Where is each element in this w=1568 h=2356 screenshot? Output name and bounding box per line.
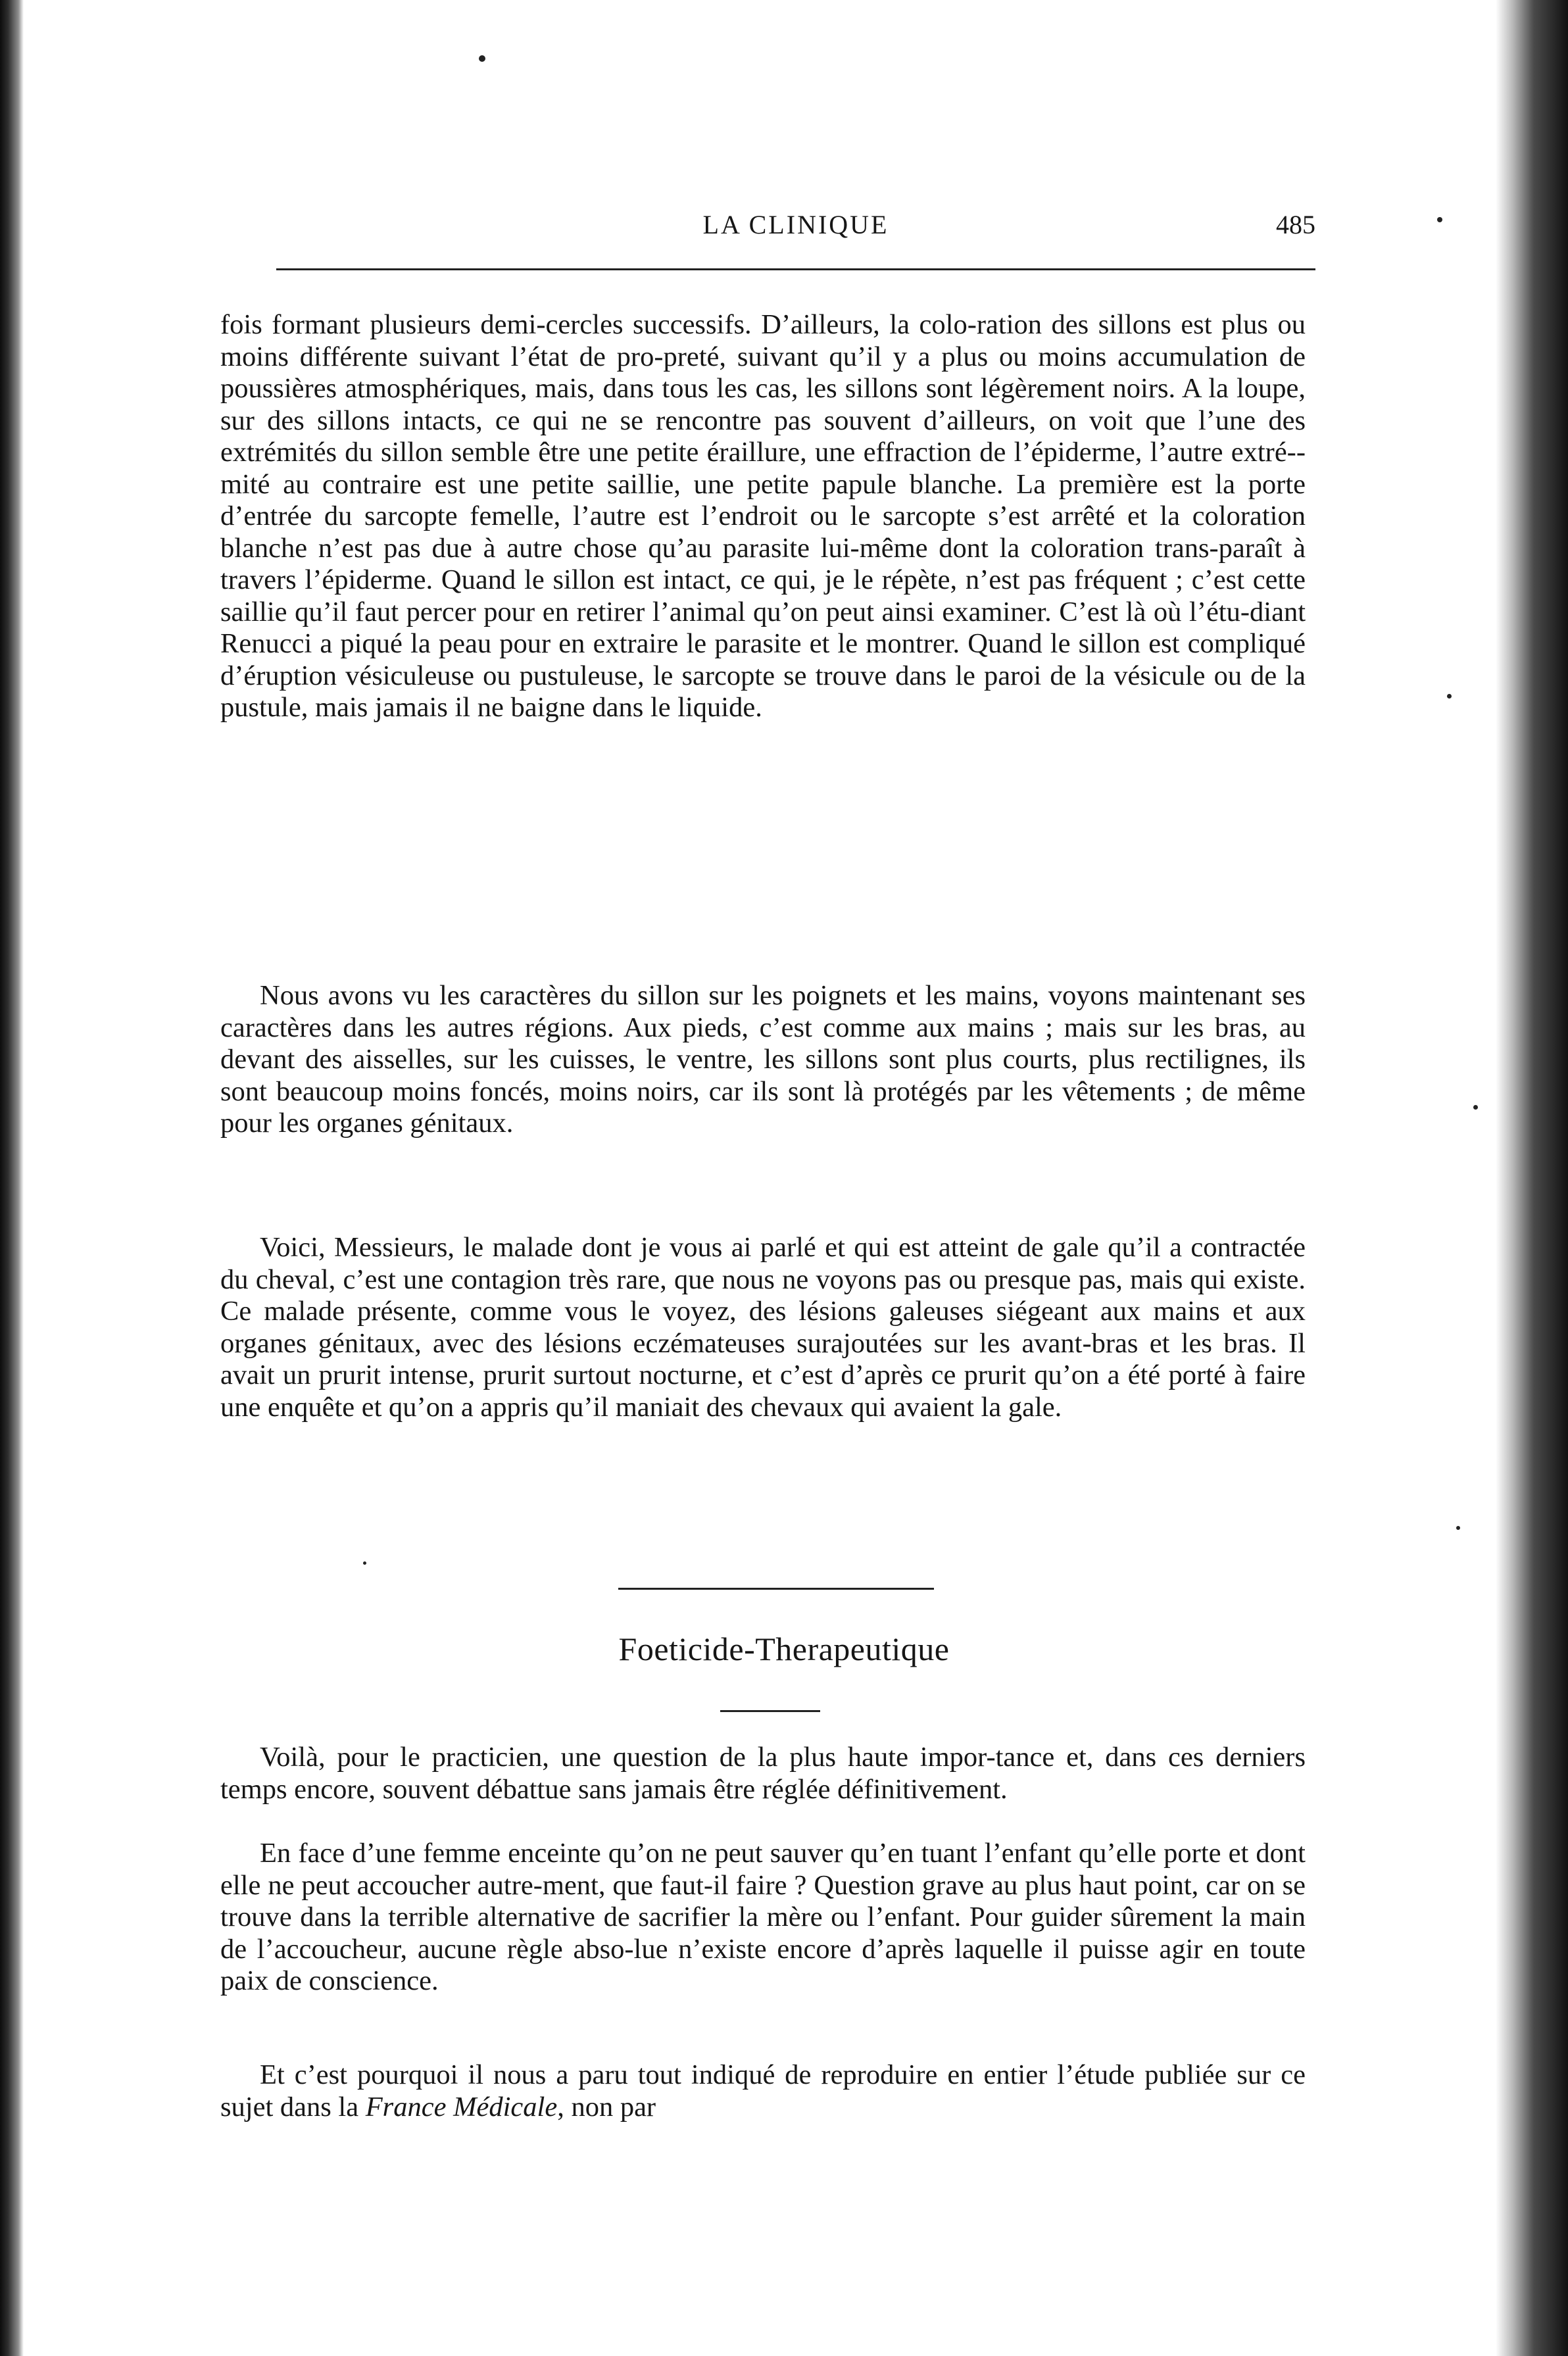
journal-title: France Médicale bbox=[365, 2091, 558, 2123]
scan-speck bbox=[1447, 694, 1452, 699]
scan-speck bbox=[479, 55, 485, 62]
running-head bbox=[276, 209, 1315, 249]
scan-right-edge-shadow bbox=[1496, 0, 1568, 2356]
section-paragraph-3 bbox=[220, 2059, 1306, 2123]
running-title: LA CLINIQUE bbox=[702, 210, 889, 239]
scan-speck bbox=[1437, 217, 1442, 222]
body-paragraph-3: Voici, Messieurs, le malade dont je vous ai parlé et qui est atteint de gale qu’il a contractée du cheval, c’est une contagion très rare, que nous ne voyons pas ou presque pas, mais qui existe. Ce malade présente, comme vous le voyez, des lésions galeuses siégeant aux mains et aux organes génitaux, avec des lésions eczémateuses surajoutées sur les avant-bras et les bras. Il avait un prurit intense, prurit surtout nocturne, et c’est d’après ce prurit qu’on a été porté à faire une enquête et qu’on a appris qu’il maniait des chevaux qui avaient la gale. bbox=[220, 1232, 1306, 1423]
scan-left-edge-shadow bbox=[0, 0, 24, 2356]
section-paragraph-1: Voilà, pour le practicien, une question de la plus haute impor-tance et, dans ces derniers temps encore, souvent débattue sans jamais être réglée définitivement. bbox=[220, 1742, 1306, 1805]
scan-speck bbox=[363, 1561, 366, 1565]
section-rule-top bbox=[618, 1588, 934, 1590]
section-rule-bottom bbox=[720, 1710, 820, 1712]
section-title: Foeticide-Therapeutique bbox=[618, 1631, 950, 1667]
header-rule bbox=[276, 268, 1315, 270]
body-paragraph-1: fois formant plusieurs demi-cercles successifs. D’ailleurs, la colo-ration des sillons est plus ou moins différente suivant l’état de pro-preté, suivant qu’il y a plus ou moins accumulation de poussières atmosphériques, mais, dans tous les cas, les sillons sont légèrement noirs. A la loupe, sur des sillons intacts, ce qui ne se rencontre pas souvent d’ailleurs, on voit que l’une des extrémités du sillon semble être une petite éraillure, une effraction de l’épiderme, l’autre extré-mité au contraire est une petite saillie, une petite papule blanche. La première est la porte d’entrée du sarcopte femelle, l’autre est l’endroit ou le sarcopte s’est arrêté et la coloration blanche n’est pas due à autre chose qu’au parasite lui-même dont la coloration trans-paraît à travers l’épiderme. Quand le sillon est intact, ce qui, je le répète, n’est pas fréquent ; c’est cette saillie qu’il faut percer pour en retirer l’animal qu’on peut ainsi examiner. C’est là où l’étu-diant Renucci a piqué la peau pour en extraire le parasite et le montrer. Quand le sillon est compliqué d’éruption vésiculeuse ou pustuleuse, le sarcopte se trouve dans le paroi de la vésicule ou de la pustule, mais jamais il ne baigne dans le liquide. bbox=[220, 309, 1306, 723]
section-paragraph-3-end: , non par bbox=[557, 2091, 656, 2123]
scan-speck bbox=[1473, 1105, 1478, 1110]
body-paragraph-2: Nous avons vu les caractères du sillon sur les poignets et les mains, voyons maintenant ses caractères dans les autres régions. Aux pieds, c’est comme aux mains ; mais sur les bras, au devant des aisselles, sur les cuisses, le ventre, les sillons sont plus courts, plus rectilignes, ils sont beaucoup moins foncés, moins noirs, car ils sont là protégés par les vêtements ; de même pour les organes génitaux. bbox=[220, 980, 1306, 1139]
scan-speck bbox=[1456, 1526, 1460, 1530]
section-paragraph-3-text: Et c’est pourquoi il nous a paru tout indiqué de reproduire en entier l’étude publiée sur ce sujet dans la bbox=[220, 2059, 1306, 2123]
page-number: 485 bbox=[1276, 210, 1315, 239]
section-paragraph-2: En face d’une femme enceinte qu’on ne peut sauver qu’en tuant l’enfant qu’elle porte et dont elle ne peut accoucher autre-ment, que faut-il faire ? Question grave au plus haut point, car on se trouve dans la terrible alternative de sacrifier la mère ou l’enfant. Pour guider sûrement la main de l’accoucheur, aucune règle abso-lue n’existe encore d’après laquelle il puisse agir en toute paix de conscience. bbox=[220, 1838, 1306, 1996]
